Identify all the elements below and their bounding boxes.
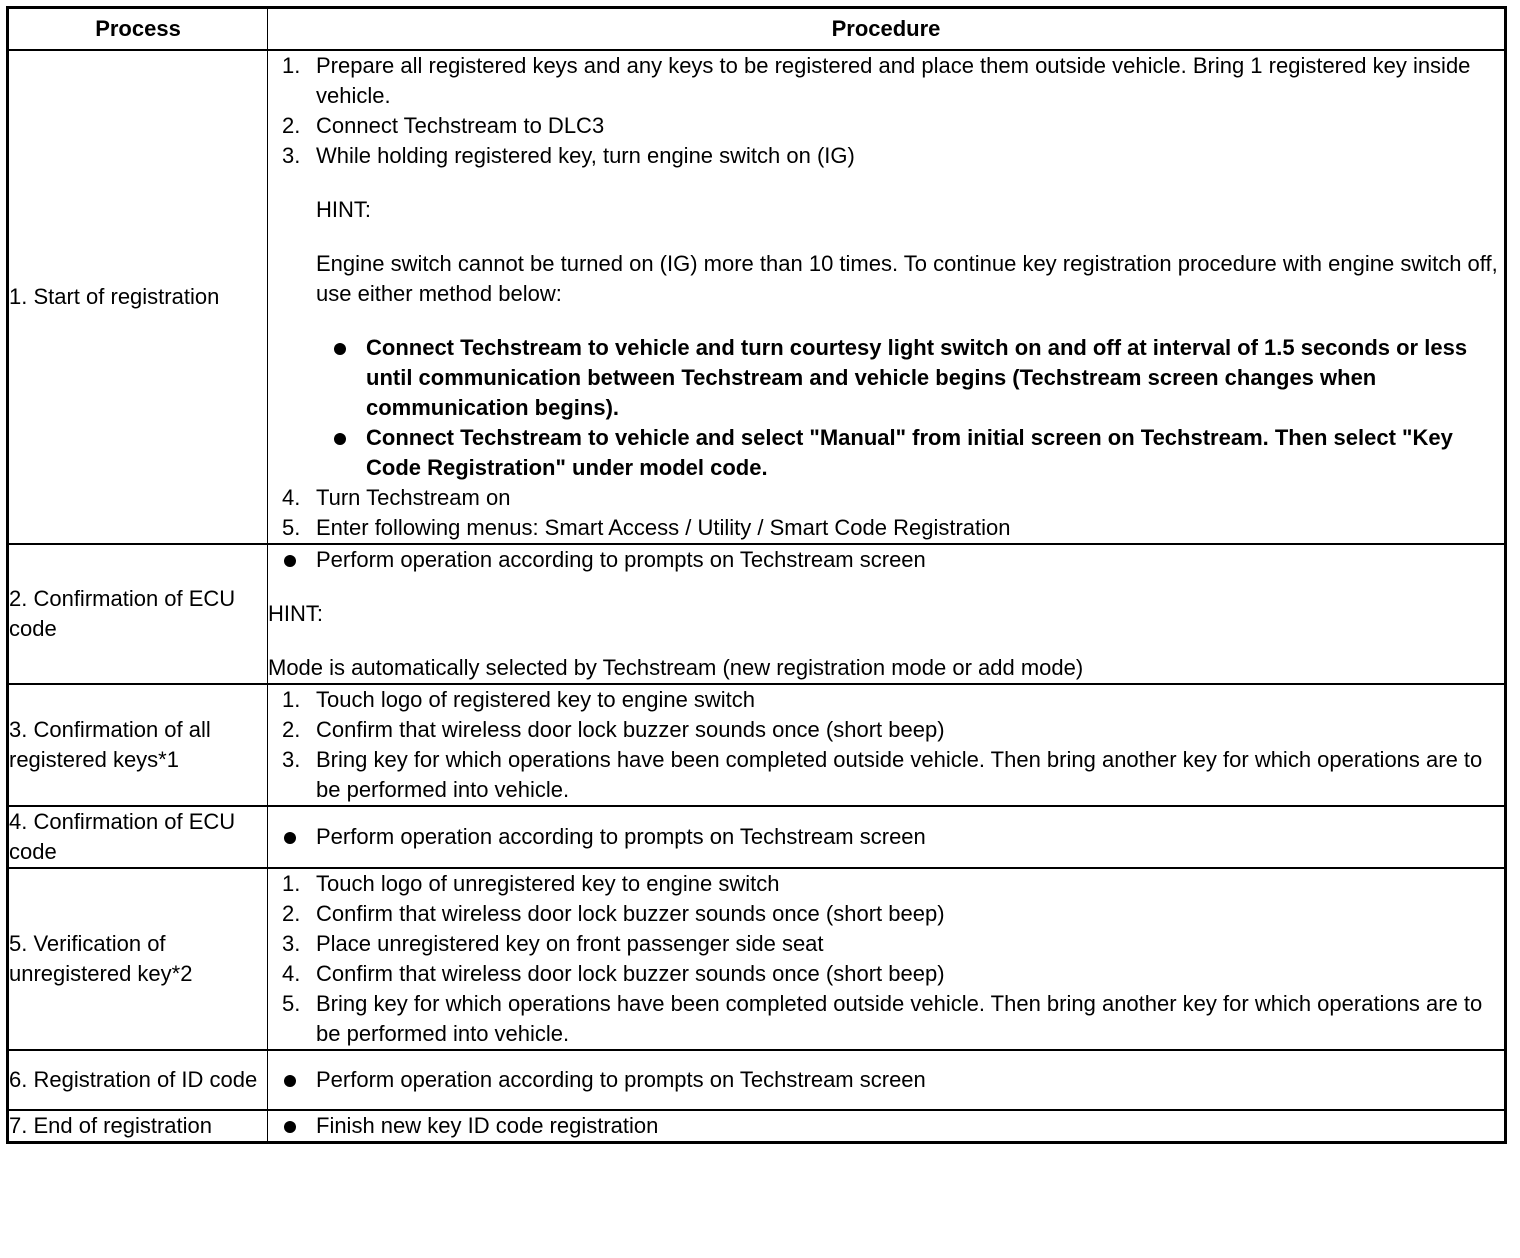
- bullet-list: [268, 1065, 1504, 1095]
- step-item: 2. Confirm that wireless door lock buzzer sounds once (short beep): [282, 717, 945, 742]
- hint-text: Engine switch cannot be turned on (IG) more than 10 times. To continue key registration procedure with engine switch off, use either method below:: [316, 251, 1498, 306]
- table-row: [8, 868, 1506, 1050]
- process-cell: 3. Confirmation of all registered keys*1: [8, 684, 268, 806]
- step-list: [268, 869, 1504, 1049]
- bullet-list: [268, 545, 1504, 575]
- procedure-table: [6, 6, 1507, 1144]
- hint-label: HINT:: [316, 197, 371, 222]
- procedure-cell: [268, 544, 1506, 684]
- hint-bullet: Connect Techstream to vehicle and turn courtesy light switch on and off at interval of 1.5 seconds or less until communication between Techstream and vehicle begins (Techstream screen changes when communication begins).: [268, 333, 1504, 423]
- procedure-cell: [268, 50, 1506, 544]
- step-item: 5. Enter following menus: Smart Access / Utility / Smart Code Registration: [282, 515, 1011, 540]
- hint-bullet: Connect Techstream to vehicle and select "Manual" from initial screen on Techstream. Then select "Key Code Registration" under model code.: [268, 423, 1504, 483]
- hint-bullet-list: [268, 333, 1504, 483]
- step-item: 1. Touch logo of registered key to engine switch: [282, 687, 756, 712]
- process-cell: 1. Start of registration: [8, 50, 268, 544]
- step-item: 5. Bring key for which operations have been completed outside vehicle. Then bring another key for which operations are to be performed into vehicle.: [282, 991, 1483, 1046]
- step-item: 4. Confirm that wireless door lock buzzer sounds once (short beep): [282, 961, 945, 986]
- hint-label: HINT:: [268, 601, 323, 626]
- procedure-cell: [268, 684, 1506, 806]
- step-item: 1. Touch logo of unregistered key to engine switch: [282, 871, 780, 896]
- bullet-icon: [284, 832, 296, 844]
- process-cell: 5. Verification of unregistered key*2: [8, 868, 268, 1050]
- step-item: 3. While holding registered key, turn engine switch on (IG): [282, 143, 855, 168]
- bullet-list: [268, 1111, 1504, 1141]
- step-list: [268, 685, 1504, 805]
- bullet-icon: [284, 555, 296, 567]
- procedure-cell: [268, 1110, 1506, 1143]
- bullet-item: Perform operation according to prompts on Techstream screen: [268, 822, 1504, 852]
- bullet-item: Perform operation according to prompts on Techstream screen: [268, 1065, 1504, 1095]
- table-row: [8, 544, 1506, 684]
- bullet-icon: [284, 1121, 296, 1133]
- hint-block: [268, 171, 1504, 333]
- step-item: 3. Place unregistered key on front passenger side seat: [282, 931, 824, 956]
- step-list: [268, 483, 1504, 543]
- procedure-cell: [268, 1050, 1506, 1110]
- bullet-item: Finish new key ID code registration: [268, 1111, 1504, 1141]
- header-row: [8, 8, 1506, 51]
- process-cell: 6. Registration of ID code: [8, 1050, 268, 1110]
- process-cell: 2. Confirmation of ECU code: [8, 544, 268, 684]
- bullet-icon: [334, 343, 346, 355]
- procedure-cell: [268, 868, 1506, 1050]
- process-cell: 7. End of registration: [8, 1110, 268, 1143]
- bullet-item: Perform operation according to prompts on Techstream screen: [268, 545, 1504, 575]
- bullet-icon: [284, 1075, 296, 1087]
- step-item: 4. Turn Techstream on: [282, 485, 511, 510]
- header-process: Process: [8, 8, 268, 51]
- hint-text: Mode is automatically selected by Techstream (new registration mode or add mode): [268, 655, 1084, 680]
- process-cell: 4. Confirmation of ECU code: [8, 806, 268, 868]
- step-list: [268, 51, 1504, 171]
- bullet-icon: [334, 433, 346, 445]
- procedure-cell: [268, 806, 1506, 868]
- table-row: [8, 50, 1506, 544]
- header-procedure: Procedure: [831, 16, 941, 41]
- step-item: 2. Connect Techstream to DLC3: [282, 113, 605, 138]
- table-row: [8, 1050, 1506, 1110]
- bullet-list: [268, 822, 1504, 852]
- table-row: [8, 684, 1506, 806]
- step-item: 2. Confirm that wireless door lock buzzer sounds once (short beep): [282, 901, 945, 926]
- step-item: 3. Bring key for which operations have been completed outside vehicle. Then bring another key for which operations are to be performed into vehicle.: [282, 747, 1483, 802]
- table-row: [8, 1110, 1506, 1143]
- step-item: 1. Prepare all registered keys and any keys to be registered and place them outside vehicle. Bring 1 registered key inside vehicle.: [282, 53, 1471, 108]
- table-row: [8, 806, 1506, 868]
